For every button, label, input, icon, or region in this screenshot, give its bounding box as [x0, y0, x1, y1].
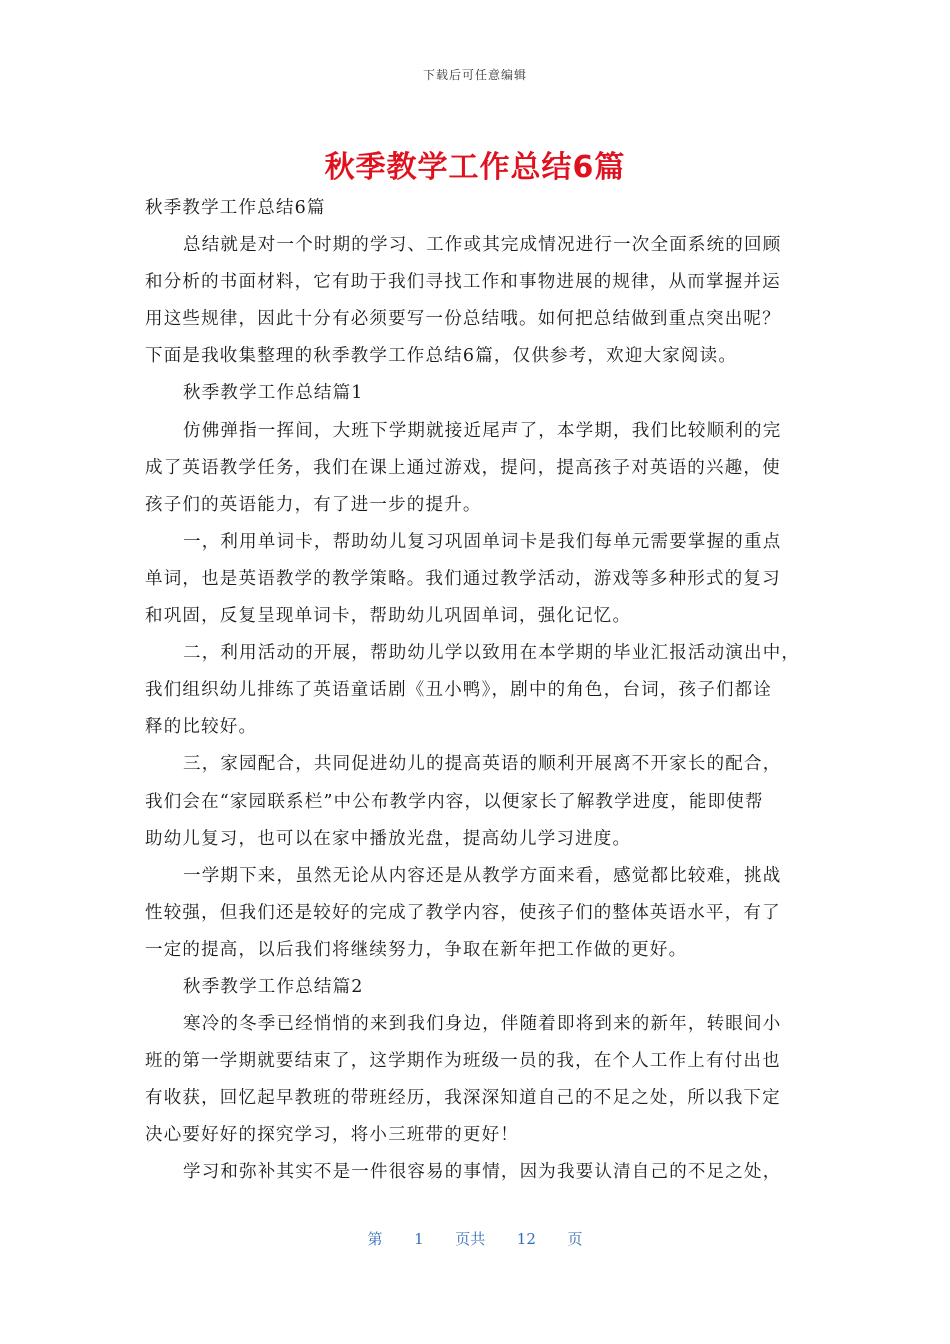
body-line: 三，家园配合，共同促进幼儿的提高英语的顺利开展离不开家长的配合， [183, 754, 782, 775]
body-line: 决心要好好的探究学习，将小三班带的更好！ [145, 1125, 519, 1146]
body-line: 一定的提高，以后我们将继续努力，争取在新年把工作做的更好。 [145, 939, 688, 960]
footer-page-suffix: 页共 [455, 1230, 486, 1248]
body-line: 单词，也是英语教学的教学策略。我们通过教学活动，游戏等多种形式的复习 [145, 568, 781, 589]
body-line: 释的比较好。 [145, 717, 258, 738]
body-line: 一，利用单词卡，帮助幼儿复习巩固单词卡是我们每单元需要掌握的重点 [183, 531, 782, 552]
section-heading: 秋季教学工作总结篇1 [183, 383, 364, 404]
body-line: 助幼儿复习，也可以在家中播放光盘，提高幼儿学习进度。 [145, 828, 632, 849]
body-line: 用这些规律，因此十分有必须要写一份总结哦。如何把总结做到重点突出呢？ [145, 309, 781, 330]
footer-total-pages: 12 [516, 1230, 536, 1248]
footer-page-number: 1 [414, 1230, 424, 1248]
body-line: 和巩固，反复呈现单词卡，帮助幼儿巩固单词，强化记忆。 [145, 606, 632, 627]
body-line: 我们会在“家园联系栏”中公布教学内容，以便家长了解教学进度，能即使帮 [145, 791, 764, 812]
document-body [145, 193, 809, 1195]
body-line: 二，利用活动的开展，帮助幼儿学以致用在本学期的毕业汇报活动演出中， [183, 643, 801, 664]
body-line: 秋季教学工作总结6篇 [145, 198, 326, 218]
body-line: 总结就是对一个时期的学习、工作或其完成情况进行一次全面系统的回顾 [183, 235, 782, 256]
body-line: 成了英语教学任务，我们在课上通过游戏，提问，提高孩子对英语的兴趣，使 [145, 457, 781, 478]
body-line: 寒冷的冬季已经悄悄的来到我们身边，伴随着即将到来的新年，转眼间小 [183, 1014, 782, 1035]
footer-total-suffix: 页 [567, 1230, 583, 1248]
header-note: 下载后可任意编辑 [422, 68, 527, 82]
body-line: 仿佛弹指一挥间，大班下学期就接近尾声了，本学期，我们比较顺利的完 [183, 420, 782, 441]
body-line: 班的第一学期就要结束了，这学期作为班级一员的我，在个人工作上有付出也 [145, 1051, 781, 1072]
body-line: 下面是我收集整理的秋季教学工作总结6篇，仅供参考，欢迎大家阅读。 [145, 346, 738, 367]
body-line: 孩子们的英语能力，有了进一步的提升。 [145, 494, 482, 515]
body-line: 学习和弥补其实不是一件很容易的事情，因为我要认清自己的不足之处， [183, 1162, 782, 1183]
section-heading: 秋季教学工作总结篇2 [183, 976, 364, 997]
body-line: 有收获，回忆起早教班的带班经历，我深深知道自己的不足之处，所以我下定 [145, 1088, 781, 1109]
body-line: 我们组织幼儿排练了英语童话剧《丑小鸭》，剧中的角色，台词，孩子们都诠 [145, 680, 773, 701]
body-line: 一学期下来，虽然无论从内容还是从教学方面来看，感觉都比较难，挑战 [183, 865, 782, 886]
footer-page-label: 第 [367, 1230, 383, 1248]
document-title: 秋季教学工作总结6篇 [324, 150, 626, 185]
body-line: 和分析的书面材料，它有助于我们寻找工作和事物进展的规律，从而掌握并运 [145, 272, 781, 293]
page-footer [0, 1228, 950, 1249]
body-line: 性较强，但我们还是较好的完成了教学内容，使孩子们的整体英语水平，有了 [145, 902, 781, 923]
